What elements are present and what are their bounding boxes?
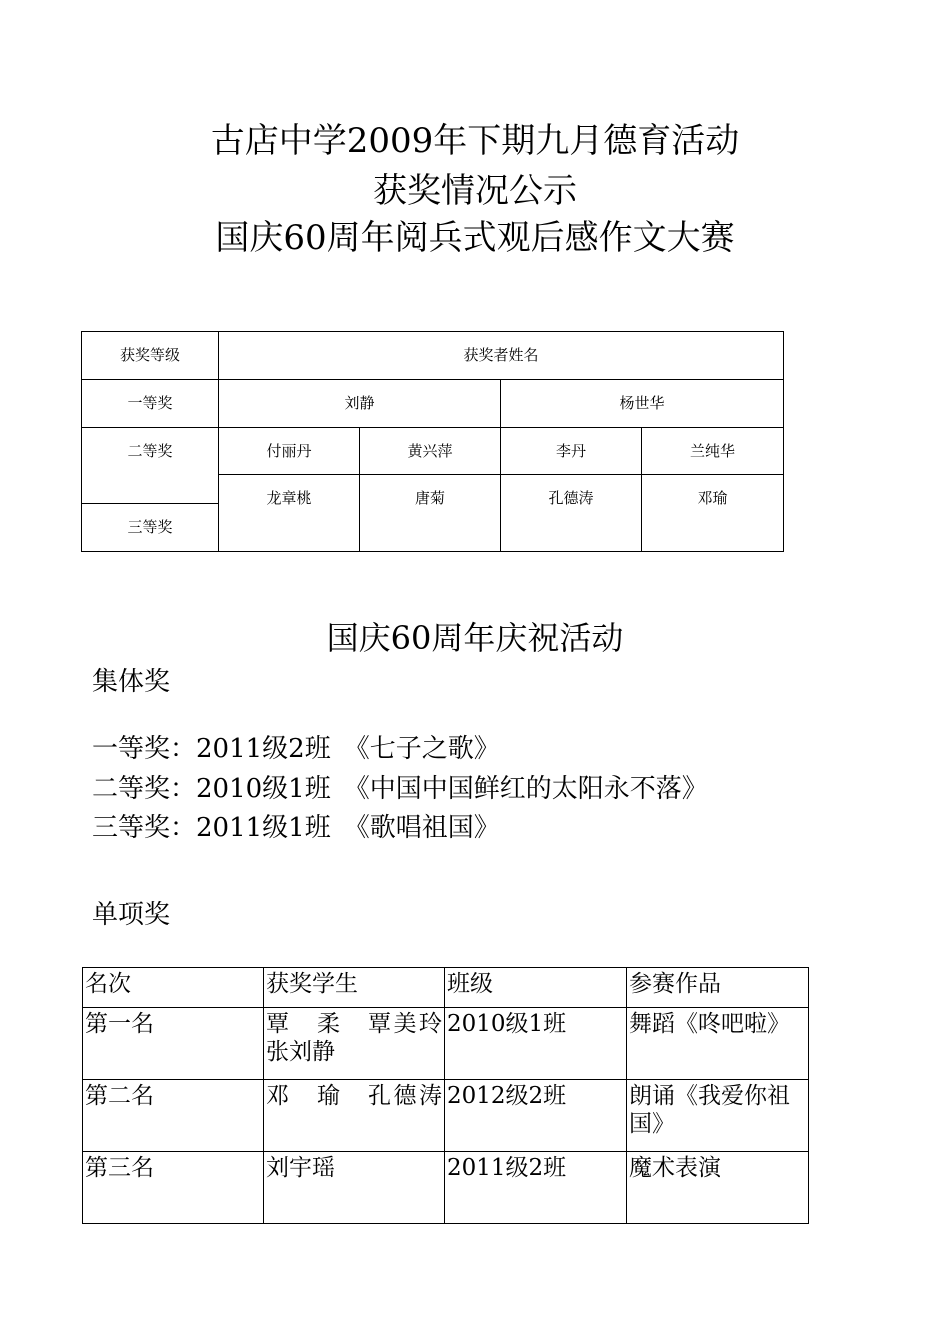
students-line: 邓 瑜 孔德涛 xyxy=(266,1083,442,1109)
group-award-item: 一等奖：2011级2班 《七子之歌》 xyxy=(92,734,500,764)
students-cell xyxy=(264,1080,445,1152)
page-title: 古店中学2009年下期九月德育活动 xyxy=(210,121,740,161)
students-line: 覃 柔 覃美玲 xyxy=(266,1011,442,1037)
third-prize-name: 龙章桃 xyxy=(219,475,360,552)
second-prize-name: 李丹 xyxy=(501,428,642,475)
first-prize-name: 杨世华 xyxy=(501,380,784,428)
students-line: 张刘静 xyxy=(266,1039,335,1065)
group-award-item: 二等奖：2010级1班 《中国中国鲜红的太阳永不落》 xyxy=(92,774,708,804)
column-header: 名次 xyxy=(83,968,264,1008)
column-header: 获奖学生 xyxy=(264,968,445,1008)
group-award-item: 三等奖：2011级1班 《歌唱祖国》 xyxy=(92,813,500,843)
column-header: 班级 xyxy=(445,968,627,1008)
work-cell: 朗诵《我爱你祖国》 xyxy=(627,1080,809,1152)
second-prize-label: 二等奖 xyxy=(82,428,218,504)
table-row xyxy=(83,1008,809,1080)
table-row xyxy=(83,1080,809,1152)
work-cell: 舞蹈《咚吧啦》 xyxy=(627,1008,809,1080)
single-award-heading: 单项奖 xyxy=(92,900,171,930)
award-level-header: 获奖等级 xyxy=(82,332,219,380)
class-cell: 2010级1班 xyxy=(445,1008,627,1080)
class-cell: 2011级2班 xyxy=(445,1152,627,1224)
second-third-label-cell xyxy=(82,428,219,552)
third-prize-label: 三等奖 xyxy=(127,518,173,536)
second-prize-name: 黄兴萍 xyxy=(360,428,501,475)
first-prize-name: 刘静 xyxy=(219,380,501,428)
third-prize-name: 邓瑜 xyxy=(642,475,784,552)
second-prize-name: 付丽丹 xyxy=(219,428,360,475)
table-header-row xyxy=(83,968,809,1008)
table-row xyxy=(83,1152,809,1224)
rank-cell: 第三名 xyxy=(83,1152,264,1224)
third-prize-name: 唐菊 xyxy=(360,475,501,552)
third-prize-name: 孔德涛 xyxy=(501,475,642,552)
column-header: 参赛作品 xyxy=(627,968,809,1008)
students-line: 刘宇瑶 xyxy=(266,1155,335,1181)
group-award-heading: 集体奖 xyxy=(92,667,171,697)
work-cell: 魔术表演 xyxy=(627,1152,809,1224)
class-cell: 2012级2班 xyxy=(445,1080,627,1152)
essay-award-table xyxy=(81,331,784,552)
first-prize-label: 一等奖 xyxy=(82,380,219,428)
winner-names-header: 获奖者姓名 xyxy=(219,332,784,380)
page-subtitle: 获奖情况公示 xyxy=(373,171,577,211)
rank-cell: 第二名 xyxy=(83,1080,264,1152)
celebration-title: 国庆60周年庆祝活动 xyxy=(326,619,624,657)
rank-cell: 第一名 xyxy=(83,1008,264,1080)
second-prize-name: 兰纯华 xyxy=(642,428,784,475)
students-cell xyxy=(264,1152,445,1224)
students-cell xyxy=(264,1008,445,1080)
essay-contest-title: 国庆60周年阅兵式观后感作文大赛 xyxy=(215,218,735,258)
single-award-table xyxy=(82,967,809,1224)
